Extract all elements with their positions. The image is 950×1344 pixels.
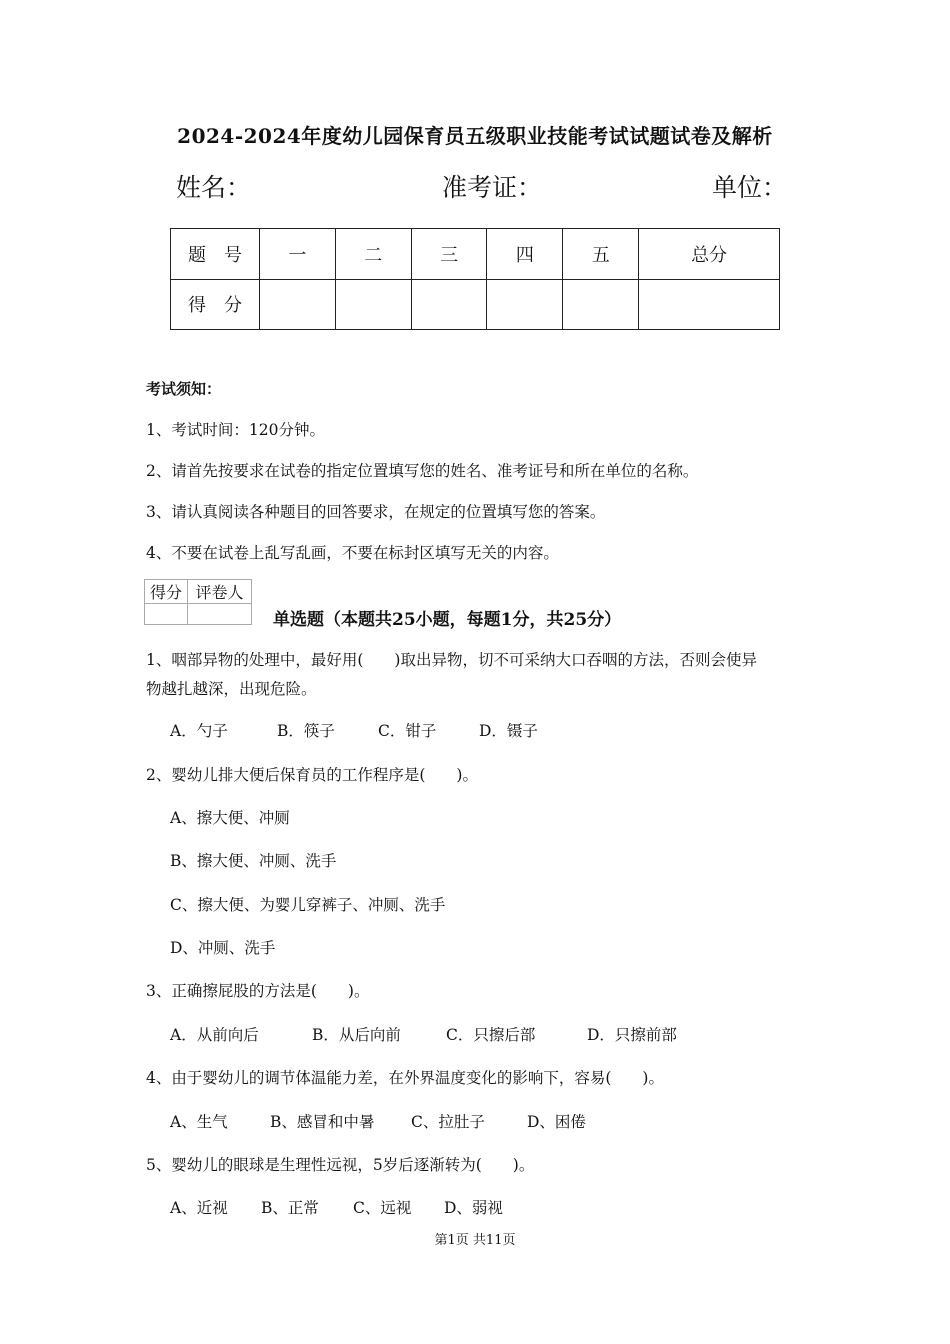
notice-title: 考试须知： (146, 380, 222, 398)
option[interactable]: B、感冒和中暑 (270, 1113, 375, 1131)
option[interactable]: C、拉肚子 (411, 1113, 485, 1131)
option[interactable]: D．镊子 (479, 722, 538, 740)
score-row-label: 得 分 (171, 279, 260, 330)
score-cell-1[interactable] (260, 279, 336, 330)
score-cell-5[interactable] (563, 279, 639, 330)
grader-reviewer-cell[interactable] (188, 604, 252, 625)
score-cell-4[interactable] (487, 279, 563, 330)
question-5-line-1: 5、婴幼儿的眼球是生理性远视，5岁后逐渐转为( )。 (146, 1156, 535, 1174)
grader-score-cell[interactable] (145, 604, 188, 625)
grader-score-label: 得分 (145, 580, 188, 604)
option[interactable]: D．只擦前部 (587, 1026, 677, 1044)
option[interactable]: B．从后向前 (312, 1026, 401, 1044)
option[interactable]: A．从前向后 (170, 1026, 259, 1044)
question-2-line-1: 2、婴幼儿排大便后保育员的工作程序是( )。 (146, 766, 478, 784)
question-4-options (170, 1110, 586, 1132)
section-title: 单选题（本题共25小题，每题1分，共25分） (273, 610, 622, 630)
question-3-options (170, 1023, 677, 1045)
notice-item: 4、不要在试卷上乱写乱画，不要在标封区填写无关的内容。 (146, 544, 559, 562)
score-cell-total[interactable] (639, 279, 780, 330)
grader-table (144, 579, 252, 625)
question-4-line-1: 4、由于婴幼儿的调节体温能力差，在外界温度变化的影响下，容易( )。 (146, 1069, 664, 1087)
score-header-4: 四 (487, 229, 563, 280)
score-table-header-row (171, 229, 780, 280)
option[interactable]: C、远视 (353, 1199, 412, 1217)
option[interactable]: B、正常 (261, 1199, 319, 1217)
score-header-1: 一 (260, 229, 336, 280)
page-footer: 第1页 共11页 (434, 1233, 516, 1248)
option[interactable]: D、困倦 (527, 1113, 586, 1131)
score-table (170, 228, 780, 330)
option[interactable]: B、擦大便、冲厕、洗手 (170, 852, 337, 870)
option[interactable]: B．筷子 (277, 722, 335, 740)
score-header-3: 三 (411, 229, 487, 280)
grader-reviewer-label: 评卷人 (188, 580, 252, 604)
name-label: 姓名： (176, 173, 252, 202)
page-title: 2024-2024年度幼儿园保育员五级职业技能考试试题试卷及解析 (177, 124, 773, 148)
question-3-line-1: 3、正确擦屁股的方法是( )。 (146, 982, 370, 1000)
notice-item: 3、请认真阅读各种题目的回答要求，在规定的位置填写您的答案。 (146, 503, 606, 521)
option[interactable]: A、近视 (170, 1199, 228, 1217)
unit-label: 单位： (712, 173, 788, 202)
score-table-score-row (171, 279, 780, 330)
option[interactable]: C、擦大便、为婴儿穿裤子、冲厕、洗手 (170, 896, 446, 914)
question-1-line-2: 物越扎越深，出现危险。 (146, 680, 317, 698)
ticket-label: 准考证： (442, 173, 543, 202)
option[interactable]: A、擦大便、冲厕 (170, 809, 290, 827)
question-1-line-1: 1、咽部异物的处理中，最好用( )取出异物，切不可采纳大口吞咽的方法，否则会使异 (146, 651, 757, 669)
score-cell-2[interactable] (335, 279, 411, 330)
score-cell-3[interactable] (411, 279, 487, 330)
option[interactable]: C．钳子 (378, 722, 437, 740)
notice-item: 1、考试时间：120分钟。 (146, 421, 325, 439)
question-1-options (170, 719, 538, 741)
option[interactable]: D、冲厕、洗手 (170, 939, 276, 957)
option[interactable]: D、弱视 (444, 1199, 503, 1217)
notice-item: 2、请首先按要求在试卷的指定位置填写您的姓名、准考证号和所在单位的名称。 (146, 462, 699, 480)
score-header-5: 五 (563, 229, 639, 280)
option[interactable]: C．只擦后部 (446, 1026, 536, 1044)
option[interactable]: A、生气 (170, 1113, 228, 1131)
score-header-total: 总分 (639, 229, 780, 280)
question-5-options (170, 1196, 503, 1218)
option[interactable]: A．勺子 (170, 722, 228, 740)
score-header-label: 题 号 (171, 229, 260, 280)
score-header-2: 二 (335, 229, 411, 280)
